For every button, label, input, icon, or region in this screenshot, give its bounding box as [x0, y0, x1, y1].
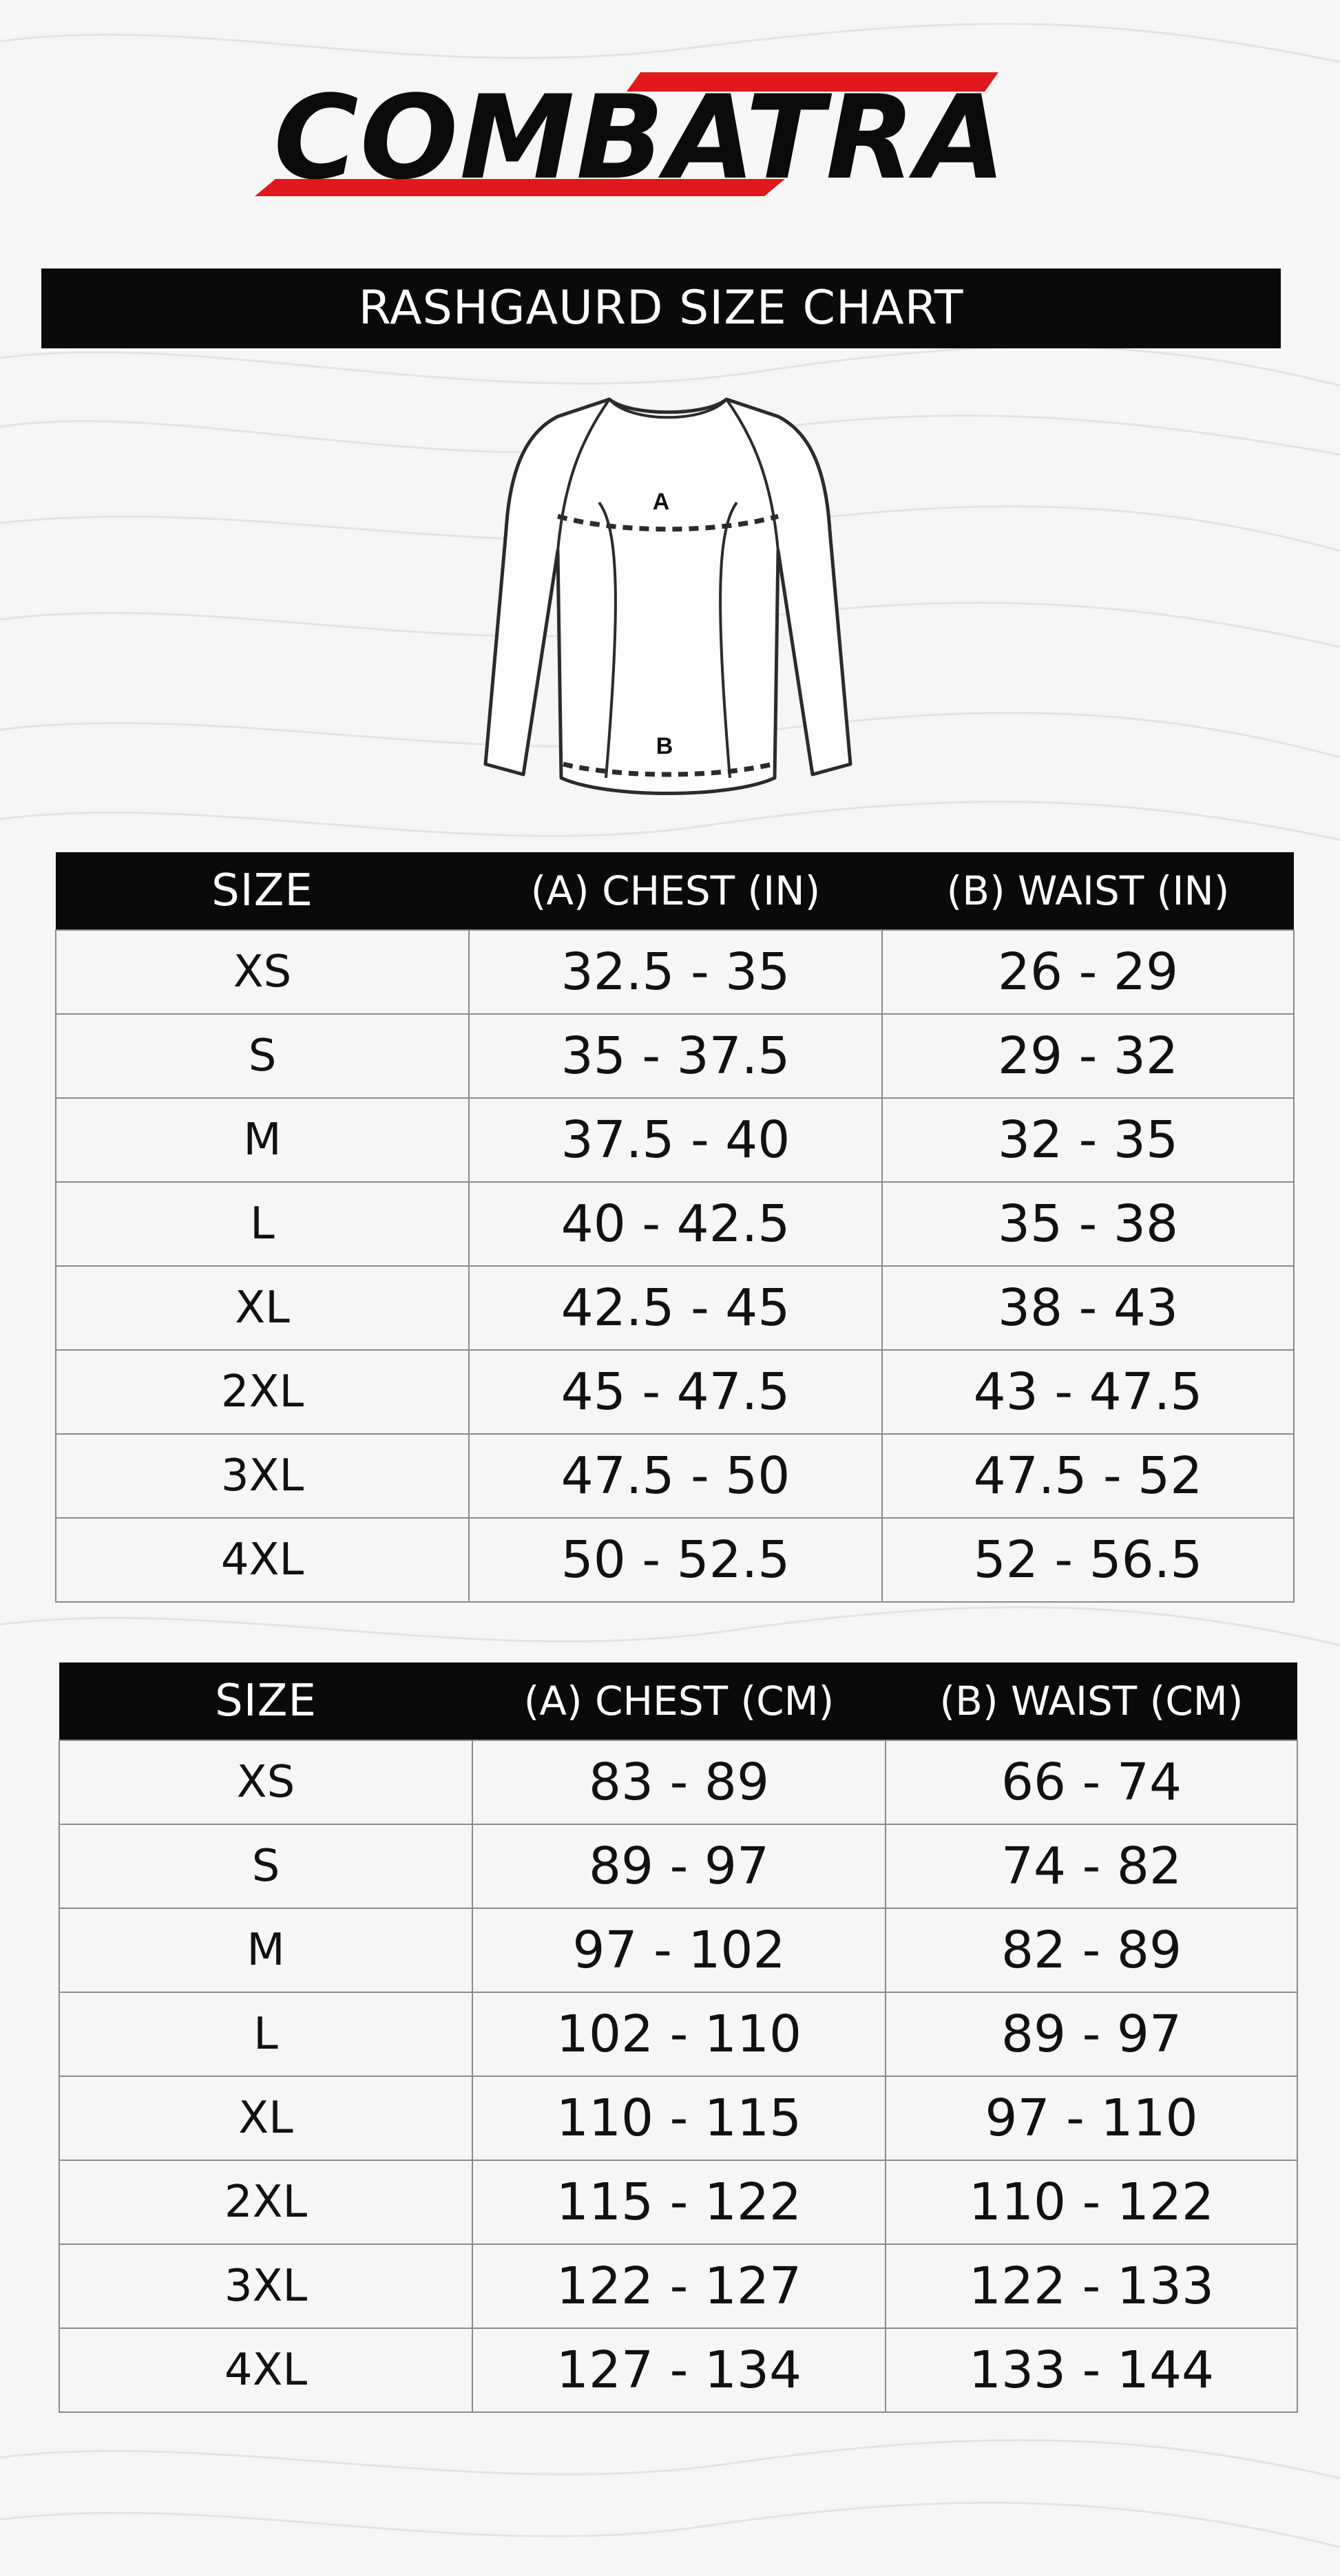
waist-cell: 47.5 - 52	[882, 1434, 1294, 1518]
chest-cell: 83 - 89	[472, 1740, 886, 1824]
size-cell: 4XL	[56, 1518, 469, 1602]
size-cell: L	[56, 1182, 469, 1266]
chest-cell: 40 - 42.5	[469, 1182, 882, 1266]
table-row	[59, 1824, 1297, 1908]
table-row	[56, 930, 1294, 1014]
size-cell: M	[59, 1908, 472, 1992]
size-table-inches	[55, 852, 1295, 1603]
table-row	[56, 1434, 1294, 1518]
chest-cell: 50 - 52.5	[469, 1518, 882, 1602]
header-size: SIZE	[56, 852, 469, 930]
size-cell: XS	[56, 930, 469, 1014]
rashguard-diagram	[454, 392, 881, 812]
waist-cell: 82 - 89	[886, 1908, 1297, 1992]
brand-logo	[255, 65, 1019, 217]
chest-cell: 102 - 110	[472, 1992, 886, 2076]
size-cell: 3XL	[59, 2244, 472, 2328]
waist-cell: 26 - 29	[882, 930, 1294, 1014]
size-cell: XL	[56, 1266, 469, 1350]
waist-marker-label: B	[656, 733, 673, 759]
header-chest: (A) CHEST (IN)	[469, 852, 882, 930]
table-row	[59, 1992, 1297, 2076]
table-row	[56, 1350, 1294, 1434]
table-row	[59, 2160, 1297, 2244]
chest-cell: 115 - 122	[472, 2160, 886, 2244]
chest-cell: 97 - 102	[472, 1908, 886, 1992]
chest-cell: 110 - 115	[472, 2076, 886, 2160]
page-title: RASHGAURD SIZE CHART	[41, 268, 1281, 348]
waist-cell: 43 - 47.5	[882, 1350, 1294, 1434]
table-header-row	[59, 1662, 1297, 1740]
size-cell: L	[59, 1992, 472, 2076]
size-cell: XL	[59, 2076, 472, 2160]
waist-cell: 35 - 38	[882, 1182, 1294, 1266]
size-cell: 3XL	[56, 1434, 469, 1518]
header-waist: (B) WAIST (CM)	[886, 1662, 1297, 1740]
waist-cell: 133 - 144	[886, 2328, 1297, 2412]
header-chest: (A) CHEST (CM)	[472, 1662, 886, 1740]
chest-cell: 37.5 - 40	[469, 1098, 882, 1182]
waist-cell: 38 - 43	[882, 1266, 1294, 1350]
chest-cell: 127 - 134	[472, 2328, 886, 2412]
waist-cell: 52 - 56.5	[882, 1518, 1294, 1602]
size-cell: S	[56, 1014, 469, 1098]
waist-cell: 89 - 97	[886, 1992, 1297, 2076]
logo-wordmark: COMBATRA	[273, 70, 1007, 205]
table-row	[56, 1182, 1294, 1266]
waist-cell: 110 - 122	[886, 2160, 1297, 2244]
size-table-centimeters	[59, 1662, 1298, 2413]
table-header-row	[56, 852, 1294, 930]
table-row	[59, 2328, 1297, 2412]
table-row	[56, 1014, 1294, 1098]
chest-cell: 45 - 47.5	[469, 1350, 882, 1434]
table-row	[59, 1740, 1297, 1824]
waist-cell: 66 - 74	[886, 1740, 1297, 1824]
size-cell: S	[59, 1824, 472, 1908]
chest-cell: 42.5 - 45	[469, 1266, 882, 1350]
chest-cell: 35 - 37.5	[469, 1014, 882, 1098]
waist-cell: 97 - 110	[886, 2076, 1297, 2160]
size-cell: M	[56, 1098, 469, 1182]
size-cell: 2XL	[56, 1350, 469, 1434]
waist-cell: 74 - 82	[886, 1824, 1297, 1908]
table-row	[56, 1266, 1294, 1350]
chest-cell: 32.5 - 35	[469, 930, 882, 1014]
table-row	[56, 1098, 1294, 1182]
waist-cell: 122 - 133	[886, 2244, 1297, 2328]
chest-marker-label: A	[652, 489, 670, 515]
size-cell: 2XL	[59, 2160, 472, 2244]
size-cell: 4XL	[59, 2328, 472, 2412]
chest-cell: 89 - 97	[472, 1824, 886, 1908]
header-waist: (B) WAIST (IN)	[882, 852, 1294, 930]
table-row	[59, 2244, 1297, 2328]
waist-cell: 32 - 35	[882, 1098, 1294, 1182]
waist-cell: 29 - 32	[882, 1014, 1294, 1098]
table-row	[59, 1908, 1297, 1992]
chest-cell: 47.5 - 50	[469, 1434, 882, 1518]
header-size: SIZE	[59, 1662, 472, 1740]
size-cell: XS	[59, 1740, 472, 1824]
table-row	[59, 2076, 1297, 2160]
chest-cell: 122 - 127	[472, 2244, 886, 2328]
table-row	[56, 1518, 1294, 1602]
